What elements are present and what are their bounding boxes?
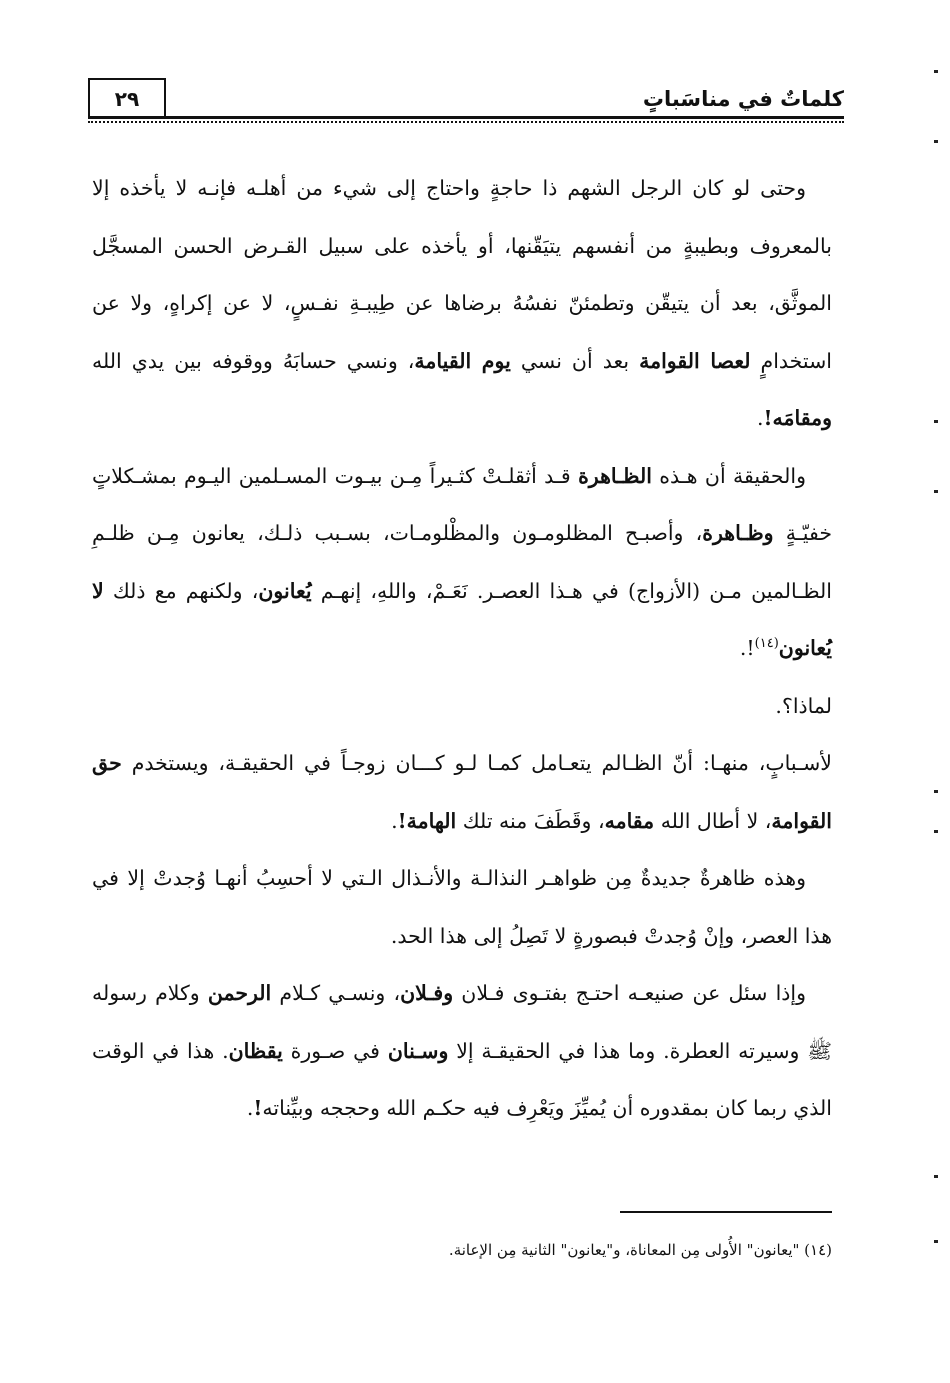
margin-mark <box>934 1240 938 1243</box>
paragraph-3: لماذا؟. <box>775 693 832 718</box>
header-rule <box>88 116 844 119</box>
margin-mark <box>934 490 938 493</box>
paragraph-1: وحتى لو كان الرجل الشهم ذا حاجةٍ واحتاج إلى شيء من أهلـه فإنـه لا يأخذه إلا بالمعروف وبطيبةٍ من أنفسهم يتيَقّنها، أو يأخذه على سبيل القـرض الحسن المسجَّل الموثَّق، بعد أن يتيقّن وتطمئنّ نفسُهُ برضاها عن طِيبـةِ نفـسٍ، لا عن إكراهٍ، ولا عن استخدامٍ لعصا القوامة بعد أن نسي يوم القيامة، ونسي حسابَهُ ووقوفه بين يدي الله ومقامَه!. <box>92 176 832 430</box>
page-number: ٢٩ <box>88 78 166 116</box>
footnote-ref: (١٤) <box>754 636 779 652</box>
paragraph-6: وإذا سئل عن صنيعـه احتـج بفتـوى فـلان وفـلان، ونسـي كـلام الرحمن وكلام رسوله ﷺ وسيرته العطرة. وما هذا في الحقيقـة إلا وسـنان في صـورة يقظان. هذا في الوقت الذي ربما كان بمقدوره أن يُميِّزَ ويَعْرِف فيه حكـم الله وحججه وبيِّناته!. <box>92 981 832 1120</box>
paragraph-5: وهذه ظاهرةٌ جديدةٌ مِن ظواهـر النذالـة والأنـذال الـتي لا أحسِبُ أنهـا وُجدتْ إلا في هذا العصر، وإنْ وُجدتْ فبصورةٍ لا تَصِلُ إلى هذا الحد. <box>92 866 832 948</box>
margin-mark <box>934 790 938 793</box>
paragraph-4: لأسـبابٍ، منهـا: أنّ الظـالم يتعـامل كمـا لـو كـــان زوجـاً في الحقيقـة، ويستخدم حق القوامة، لا أطال الله مقامه، وقَطَفَ منه تلك الهامة!. <box>92 751 832 833</box>
paragraph-2: والحقيقة أن هـذه الظـاهرة قـد أثقلـتْ كثـيراً مِـن بيـوت المسـلمين اليـوم بمشـكلاتٍ خفيّـةٍ وظـاهرة، وأصبـح المظلومـون والمظْلومـات، بسـبب ذلـك، يعانون مِـن ظلـمِ الظـالمين مـن (الأزواج) في هـذا العصـر. نَعَـمْ، واللهِ، إنهـم يُعانون، ولكنهم مع ذلك لا يُعانون$^{(١٤)}$!. <box>92 463 832 660</box>
running-title: كلماتٌ في مناسَباتٍ <box>642 87 844 111</box>
margin-mark <box>934 1175 938 1178</box>
header-rule-dotted <box>88 121 844 123</box>
margin-mark <box>934 70 938 73</box>
main-text <box>92 160 832 1138</box>
margin-mark <box>934 140 938 143</box>
margin-mark <box>934 830 938 833</box>
footnote-rule <box>620 1211 832 1213</box>
footnote: (١٤) "يعانون" الأُولى مِن المعاناة، و"يعانون" الثانية مِن الإعانة. <box>448 1241 832 1259</box>
margin-mark <box>934 420 938 423</box>
page-header <box>88 78 844 124</box>
